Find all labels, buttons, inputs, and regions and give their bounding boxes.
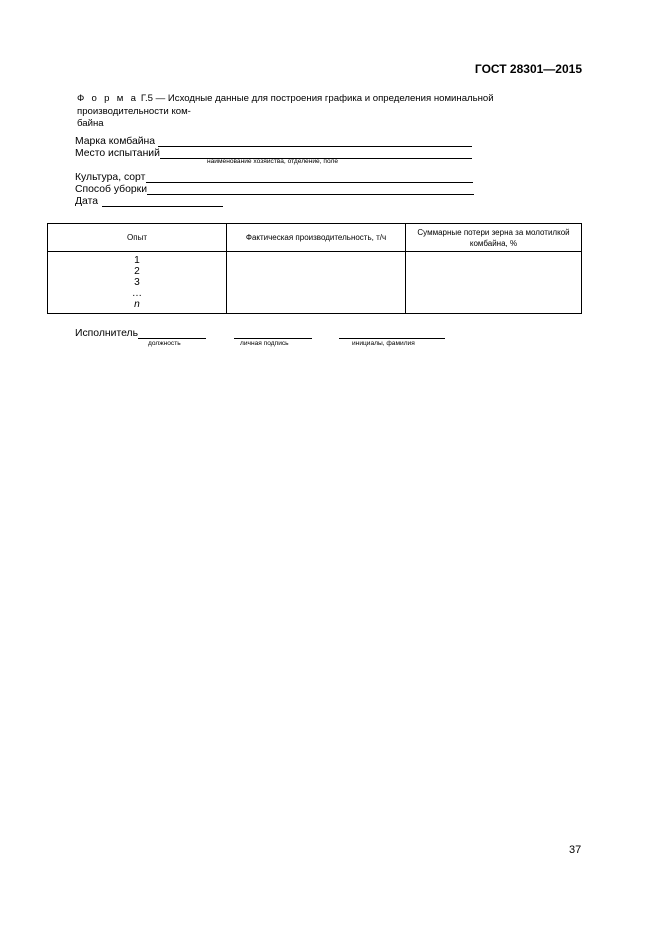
brand-label: Марка комбайна: [75, 136, 156, 147]
executor-label: Исполнитель: [75, 328, 138, 339]
date-line[interactable]: [102, 206, 223, 207]
experiment-n: n: [134, 299, 140, 310]
header-losses: Суммарные потери зерна за молотилкой комбайна, %: [406, 224, 582, 252]
form-title: [77, 93, 582, 131]
header-productivity: Фактическая производительность, т/ч: [227, 224, 406, 252]
harvest-line[interactable]: [147, 194, 474, 195]
place-hint: наименование хозяйства, отделение, поле: [207, 158, 338, 165]
losses-cell[interactable]: [406, 252, 582, 314]
form-title-prefix: Ф о р м а: [77, 93, 139, 104]
standard-number: ГОСТ 28301—2015: [474, 62, 582, 76]
signature-line[interactable]: [234, 338, 312, 339]
table-row: [48, 252, 582, 314]
crop-line[interactable]: [146, 182, 473, 183]
experiment-2: 2: [134, 266, 140, 277]
form-title-text: Г.5 — Исходные данные для построения графика и определения номинальной производительности ком-: [77, 93, 494, 117]
signature-hint: личная подпись: [240, 340, 289, 347]
productivity-cell[interactable]: [227, 252, 406, 314]
experiment-3: 3: [134, 277, 140, 288]
header-experiment: Опыт: [48, 224, 227, 252]
name-line[interactable]: [339, 338, 445, 339]
table-header-row: [48, 224, 582, 252]
brand-line[interactable]: [158, 146, 472, 147]
form-title-continuation: байна: [77, 118, 104, 129]
place-label: Место испытаний: [75, 148, 160, 159]
date-label: Дата: [75, 196, 99, 207]
data-table: [47, 223, 582, 314]
name-hint: инициалы, фамилия: [352, 340, 415, 347]
position-hint: должность: [148, 340, 181, 347]
harvest-label: Способ уборки: [75, 184, 148, 195]
experiment-1: 1: [134, 255, 140, 266]
position-line[interactable]: [138, 338, 206, 339]
crop-label: Культура, сорт: [75, 172, 146, 183]
experiment-cell: [48, 252, 227, 314]
page-number: 37: [569, 844, 582, 856]
experiment-ellipsis: …: [131, 288, 143, 299]
